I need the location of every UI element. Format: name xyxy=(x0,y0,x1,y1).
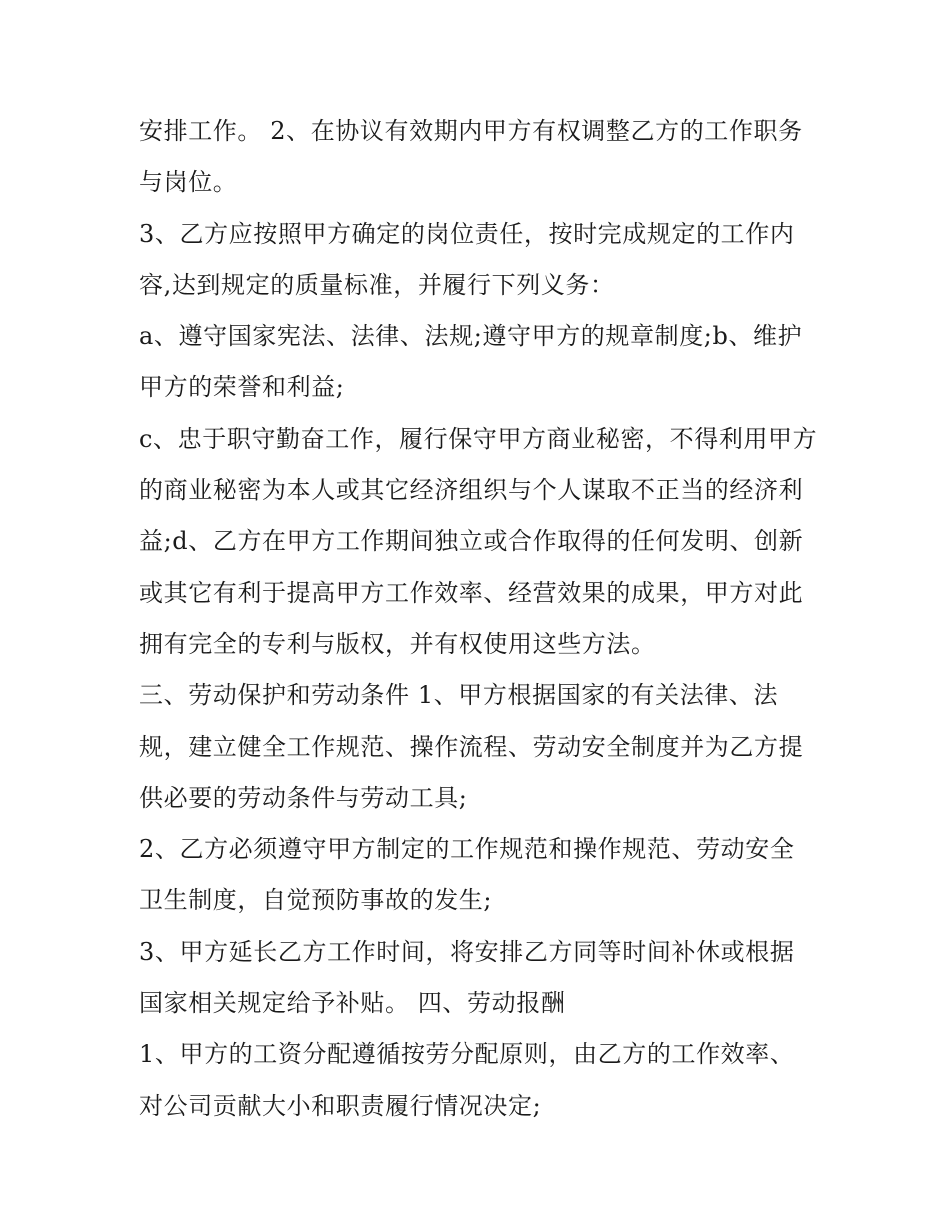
paragraph-wage-distribution: 1、甲方的工资分配遵循按劳分配原则，由乙方的工作效率、对公司贡献大小和职责履行情况决定; xyxy=(139,1040,795,1120)
paragraph-safety-rules: 2、乙方必须遵守甲方制定的工作规范和操作规范、劳动安全卫生制度，自觉预防事故的发生; xyxy=(139,835,795,915)
paragraph-overtime: 3、甲方延长乙方工作时间，将安排乙方同等时间补休或根据国家相关规定给予补贴。 四、劳动报酬 xyxy=(139,937,795,1018)
document-body xyxy=(139,106,819,1132)
paragraph-duties-intro: 3、乙方应按照甲方确定的岗位责任，按时完成规定的工作内容,达到规定的质量标准，并履行下列义务： xyxy=(139,219,795,299)
paragraph-work-arrangement: 安排工作。 2、在协议有效期内甲方有权调整乙方的工作职务与岗位。 xyxy=(139,117,803,197)
paragraph-labor-protection: 三、劳动保护和劳动条件 1、甲方根据国家的有关法律、法规，建立健全工作规范、操作流程、劳动安全制度并为乙方提供必要的劳动条件与劳动工具; xyxy=(139,681,804,812)
paragraph-duty-c-d: c、忠于职守勤奋工作，履行保守甲方商业秘密，不得利用甲方的商业秘密为本人或其它经济组织与个人谋取不正当的经济利益;d、乙方在甲方工作期间独立或合作取得的任何发明、创新或其它有利于提高甲方工作效率、经营效果的成果，甲方对此拥有完全的专利与版权，并有权使用这些方法。 xyxy=(139,424,818,658)
paragraph-duty-a-b: a、遵守国家宪法、法律、法规;遵守甲方的规章制度;b、维护甲方的荣誉和利益; xyxy=(139,322,803,402)
